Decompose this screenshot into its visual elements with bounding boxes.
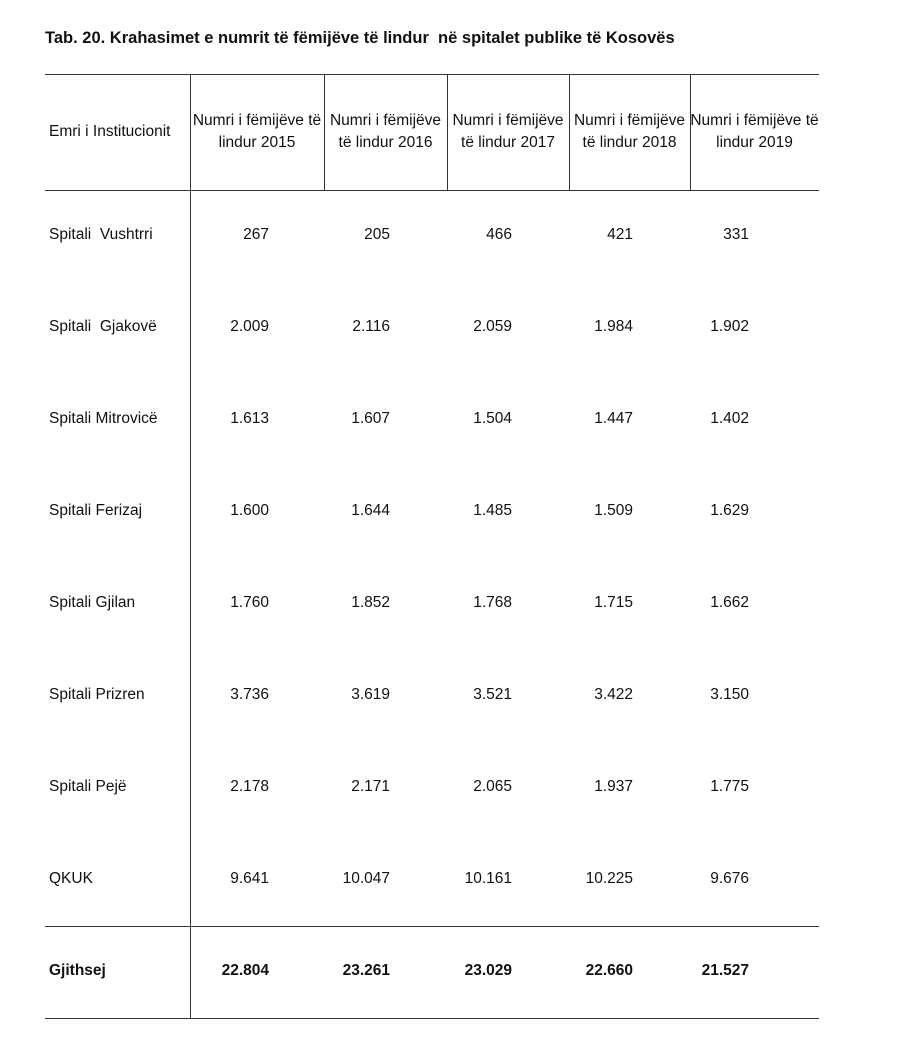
table-row-value: 1.629 xyxy=(710,502,749,519)
table-row-value: 1.937 xyxy=(594,778,633,795)
first-column-divider xyxy=(190,74,191,1018)
table-row-value: 10.225 xyxy=(585,870,633,887)
table-row-value: 1.607 xyxy=(351,410,390,427)
total-row-value: 22.660 xyxy=(585,962,633,979)
total-row-value: 22.804 xyxy=(221,962,269,979)
table-row-value: 1.504 xyxy=(473,410,512,427)
table-row-name: Spitali Vushtrri xyxy=(49,226,153,243)
table-row-value: 1.662 xyxy=(710,594,749,611)
table-row-value: 1.902 xyxy=(710,318,749,335)
table-row-value: 2.065 xyxy=(473,778,512,795)
table-row-name: Spitali Gjilan xyxy=(49,594,136,611)
table-row-value: 1.613 xyxy=(230,410,269,427)
table-bottom-border xyxy=(45,1018,819,1019)
table-row-name: QKUK xyxy=(49,870,93,887)
table-row-value: 2.178 xyxy=(230,778,269,795)
header-year-5: Numri i fëmijëve të lindur 2019 xyxy=(690,112,819,151)
table-row-value: 3.422 xyxy=(594,686,633,703)
table-row-name: Spitali Prizren xyxy=(49,686,145,703)
table-row-value: 2.059 xyxy=(473,318,512,335)
table-row-value: 1.715 xyxy=(594,594,633,611)
table-row-value: 10.047 xyxy=(342,870,390,887)
total-row-name: Gjithsej xyxy=(49,962,106,979)
table-row-name: Spitali Ferizaj xyxy=(49,502,143,519)
table-row-value: 1.760 xyxy=(230,594,269,611)
table-row-value: 205 xyxy=(364,226,390,243)
total-row-value: 23.029 xyxy=(464,962,512,979)
table-row-value: 9.641 xyxy=(230,870,269,887)
table-row-value: 267 xyxy=(243,226,269,243)
table-row-name: Spitali Pejë xyxy=(49,778,127,795)
table-row-name: Spitali Gjakovë xyxy=(49,318,157,335)
table-row-value: 1.600 xyxy=(230,502,269,519)
header-year-3: Numri i fëmijëve të lindur 2017 xyxy=(452,112,564,151)
total-top-border xyxy=(45,926,819,927)
table-row-value: 331 xyxy=(723,226,749,243)
header-year-1: Numri i fëmijëve të lindur 2015 xyxy=(192,112,322,151)
table-row-value: 9.676 xyxy=(710,870,749,887)
table-row-value: 3.521 xyxy=(473,686,512,703)
table-row-value: 10.161 xyxy=(464,870,512,887)
table-row-value: 3.736 xyxy=(230,686,269,703)
table-row-value: 1.402 xyxy=(710,410,749,427)
table-row-value: 1.775 xyxy=(710,778,749,795)
table-title: Tab. 20. Krahasimet e numrit të fëmijëve të lindur në spitalet publike të Kosovës xyxy=(45,29,675,47)
header-year-4: Numri i fëmijëve të lindur 2018 xyxy=(573,112,686,151)
table-row-value: 1.768 xyxy=(473,594,512,611)
table-row-value: 421 xyxy=(607,226,633,243)
table-row-value: 466 xyxy=(486,226,512,243)
table-row-value: 1.509 xyxy=(594,502,633,519)
table-row-name: Spitali Mitrovicë xyxy=(49,410,158,427)
table-row-value: 1.447 xyxy=(594,410,633,427)
table-row-value: 1.485 xyxy=(473,502,512,519)
table-row-value: 2.009 xyxy=(230,318,269,335)
header-institution: Emri i Institucionit xyxy=(49,123,171,140)
header-bottom-border xyxy=(45,190,819,191)
table-row-value: 1.852 xyxy=(351,594,390,611)
total-row-value: 23.261 xyxy=(342,962,390,979)
table-row-value: 3.150 xyxy=(710,686,749,703)
table-row-value: 1.984 xyxy=(594,318,633,335)
table-row-value: 2.116 xyxy=(352,318,390,335)
table-row-value: 3.619 xyxy=(351,686,390,703)
table-row-value: 1.644 xyxy=(351,502,390,519)
births-table xyxy=(45,74,819,1020)
table-row-value: 2.171 xyxy=(351,778,390,795)
total-row-value: 21.527 xyxy=(701,962,749,979)
header-year-2: Numri i fëmijëve të lindur 2016 xyxy=(329,112,442,151)
